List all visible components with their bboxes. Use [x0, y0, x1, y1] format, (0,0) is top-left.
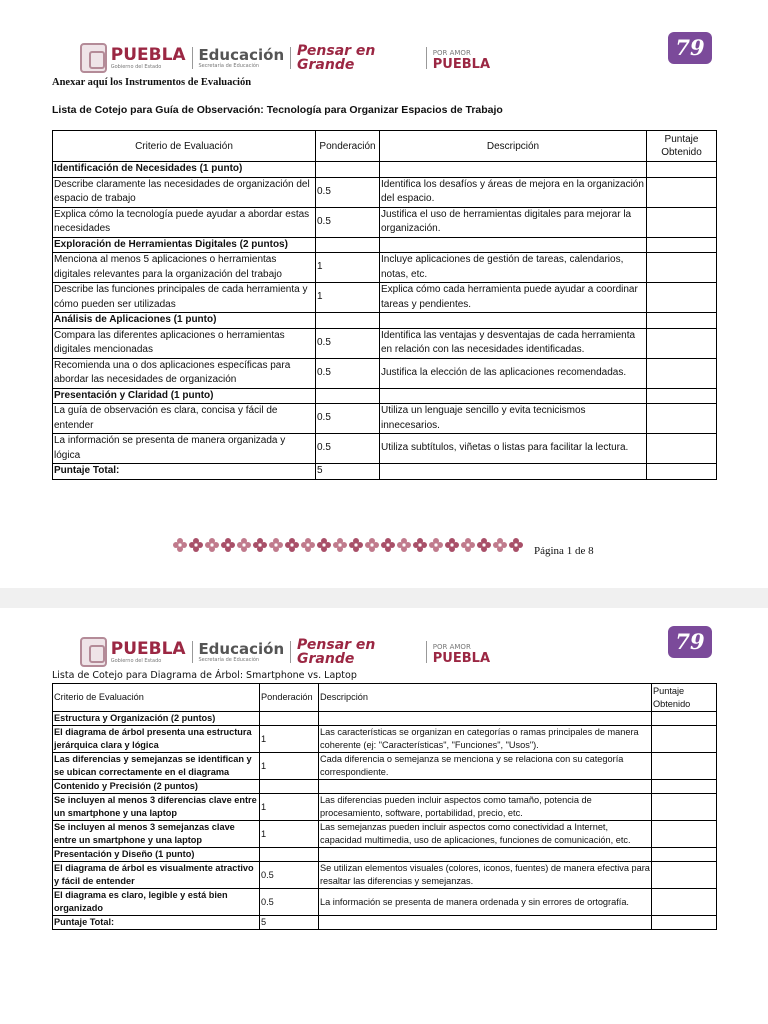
section-title: Presentación y Diseño (1 punto) [53, 848, 260, 862]
puntaje-cell [652, 821, 717, 848]
list-title: Lista de Cotejo para Guía de Observación: Tecnología para Organizar Espacios de Trabajo [52, 104, 503, 116]
ponderacion-cell: 1 [260, 726, 319, 753]
ponderacion-cell: 0.5 [316, 328, 380, 358]
ponderacion-cell: 1 [260, 794, 319, 821]
empty-cell [316, 237, 380, 253]
empty-cell [380, 162, 647, 178]
total-label: Puntaje Total: [53, 464, 316, 480]
section-title: Análisis de Aplicaciones (1 punto) [53, 313, 316, 329]
puntaje-cell [652, 862, 717, 889]
section-title: Identificación de Necesidades (1 punto) [53, 162, 316, 178]
total-value: 5 [260, 916, 319, 930]
descripcion-cell: Utiliza un lenguaje sencillo y evita tecnicismos innecesarios. [380, 404, 647, 434]
table-row [53, 862, 717, 889]
empty-cell [652, 780, 717, 794]
table-row [53, 253, 717, 283]
logo-divider [426, 47, 427, 69]
total-label: Puntaje Total: [53, 916, 260, 930]
empty-cell [319, 848, 652, 862]
total-row [53, 916, 717, 930]
header-logos [80, 40, 490, 76]
descripcion-cell: Las semejanzas pueden incluir aspectos como conectividad a Internet, capacidad multimedia, uso de aplicaciones, funciones de comunicación, etc. [319, 821, 652, 848]
page-number: Página 1 de 8 [534, 545, 594, 557]
empty-cell [652, 916, 717, 930]
puntaje-cell [647, 283, 717, 313]
ornament-flower-icon [429, 538, 443, 552]
puntaje-cell [647, 434, 717, 464]
ponderacion-cell: 1 [260, 821, 319, 848]
ornament-flower-icon [509, 538, 523, 552]
ornament-flower-icon [333, 538, 347, 552]
puntaje-cell [652, 753, 717, 780]
criterio-cell: La información se presenta de manera organizada y lógica [53, 434, 316, 464]
empty-cell [647, 162, 717, 178]
table-row [53, 207, 717, 237]
ponderacion-cell: 0.5 [260, 889, 319, 916]
table-row [53, 328, 717, 358]
checklist-table-2 [52, 683, 717, 930]
ornament-flower-icon [221, 538, 235, 552]
column-header: Descripción [380, 131, 647, 162]
ornament-flower-icon [269, 538, 283, 552]
table-row [53, 283, 717, 313]
empty-cell [647, 464, 717, 480]
ponderacion-cell: 0.5 [316, 404, 380, 434]
ornament-divider [172, 537, 529, 553]
empty-cell [652, 712, 717, 726]
ornament-flower-icon [189, 538, 203, 552]
ornament-flower-icon [445, 538, 459, 552]
criterio-cell: Describe las funciones principales de cada herramienta y cómo pueden ser utilizadas [53, 283, 316, 313]
ornament-flower-icon [173, 538, 187, 552]
logo-divider [426, 641, 427, 663]
puntaje-cell [647, 328, 717, 358]
descripcion-cell: Identifica las ventajas y desventajas de cada herramienta en relación con las necesidades identificadas. [380, 328, 647, 358]
table-header-row [53, 684, 717, 712]
column-header: Ponderación [316, 131, 380, 162]
column-header: Descripción [319, 684, 652, 712]
criterio-cell: El diagrama es claro, legible y está bien organizado [53, 889, 260, 916]
empty-cell [316, 313, 380, 329]
empty-cell [647, 313, 717, 329]
puntaje-cell [647, 177, 717, 207]
ornament-flower-icon [237, 538, 251, 552]
ornament-flower-icon [301, 538, 315, 552]
table-row [53, 889, 717, 916]
empty-cell [380, 388, 647, 404]
logo-divider [192, 641, 193, 663]
section-title: Presentación y Claridad (1 punto) [53, 388, 316, 404]
criterio-cell: El diagrama de árbol presenta una estructura jerárquica clara y lógica [53, 726, 260, 753]
table-row [53, 358, 717, 388]
puebla-logo: PUEBLA Gobierno del Estado [110, 638, 186, 664]
criterio-cell: Explica cómo la tecnología puede ayudar a abordar estas necesidades [53, 207, 316, 237]
empty-cell [647, 388, 717, 404]
ponderacion-cell: 0.5 [260, 862, 319, 889]
criterio-cell: El diagrama de árbol es visualmente atractivo y fácil de entender [53, 862, 260, 889]
pensar-en-grande-logo: Pensar en Grande [297, 43, 376, 73]
logo-divider [290, 641, 291, 663]
column-header: Criterio de Evaluación [53, 684, 260, 712]
section-title: Estructura y Organización (2 puntos) [53, 712, 260, 726]
ponderacion-cell: 0.5 [316, 207, 380, 237]
ornament-flower-icon [365, 538, 379, 552]
ornament-flower-icon [461, 538, 475, 552]
section-row [53, 162, 717, 178]
table-row [53, 821, 717, 848]
empty-cell [380, 464, 647, 480]
ponderacion-cell: 0.5 [316, 177, 380, 207]
empty-cell [260, 780, 319, 794]
puntaje-cell [647, 207, 717, 237]
table-row [53, 753, 717, 780]
column-header: Puntaje Obtenido [652, 684, 717, 712]
empty-cell [319, 780, 652, 794]
table-row [53, 794, 717, 821]
descripcion-cell: Las diferencias pueden incluir aspectos como tamaño, potencia de procesamiento, software, portabilidad, precio, etc. [319, 794, 652, 821]
empty-cell [260, 848, 319, 862]
checklist-table-1 [52, 130, 717, 480]
empty-cell [260, 712, 319, 726]
empty-cell [319, 916, 652, 930]
document-page-2 [0, 608, 768, 1024]
section-row [53, 848, 717, 862]
puntaje-cell [652, 889, 717, 916]
grade-logo: 79 [668, 32, 712, 64]
por-amor-puebla-logo: POR AMOR PUEBLA [432, 49, 490, 72]
table-row [53, 177, 717, 207]
ornament-flower-icon [285, 538, 299, 552]
empty-cell [647, 237, 717, 253]
table-row [53, 434, 717, 464]
puntaje-cell [652, 794, 717, 821]
descripcion-cell: Explica cómo cada herramienta puede ayudar a coordinar tareas y pendientes. [380, 283, 647, 313]
empty-cell [319, 712, 652, 726]
ornament-flower-icon [477, 538, 491, 552]
descripcion-cell: Justifica la elección de las aplicaciones recomendadas. [380, 358, 647, 388]
criterio-cell: La guía de observación es clara, concisa y fácil de entender [53, 404, 316, 434]
empty-cell [316, 388, 380, 404]
educacion-logo: Educación Secretaría de Educación [198, 45, 285, 69]
state-seal-icon [80, 43, 107, 73]
section-row [53, 780, 717, 794]
section-title: Exploración de Herramientas Digitales (2 puntos) [53, 237, 316, 253]
section-row [53, 313, 717, 329]
section-row [53, 237, 717, 253]
descripcion-cell: La información se presenta de manera ordenada y sin errores de ortografía. [319, 889, 652, 916]
ornament-flower-icon [397, 538, 411, 552]
descripcion-cell: Cada diferencia o semejanza se menciona y se relaciona con su categoría correspondiente. [319, 753, 652, 780]
ornament-flower-icon [381, 538, 395, 552]
ornament-flower-icon [413, 538, 427, 552]
empty-cell [380, 237, 647, 253]
descripcion-cell: Se utilizan elementos visuales (colores, iconos, fuentes) de manera efectiva para resaltar las diferencias y semejanzas. [319, 862, 652, 889]
ornament-flower-icon [205, 538, 219, 552]
table-row [53, 404, 717, 434]
column-header: Puntaje Obtenido [647, 131, 717, 162]
educacion-logo: Educación Secretaría de Educación [198, 639, 285, 663]
por-amor-puebla-logo: POR AMOR PUEBLA [432, 643, 490, 666]
criterio-cell: Se incluyen al menos 3 semejanzas clave entre un smartphone y una laptop [53, 821, 260, 848]
total-row [53, 464, 717, 480]
criterio-cell: Menciona al menos 5 aplicaciones o herramientas digitales relevantes para la organización del trabajo [53, 253, 316, 283]
logo-divider [290, 47, 291, 69]
ponderacion-cell: 0.5 [316, 434, 380, 464]
descripcion-cell: Incluye aplicaciones de gestión de tareas, calendarios, notas, etc. [380, 253, 647, 283]
list-title: Lista de Cotejo para Diagrama de Árbol: Smartphone vs. Laptop [52, 670, 357, 681]
puntaje-cell [647, 253, 717, 283]
table-header-row [53, 131, 717, 162]
ornament-flower-icon [349, 538, 363, 552]
descripcion-cell: Justifica el uso de herramientas digitales para mejorar la organización. [380, 207, 647, 237]
empty-cell [316, 162, 380, 178]
column-header: Ponderación [260, 684, 319, 712]
ponderacion-cell: 1 [316, 253, 380, 283]
section-title: Contenido y Precisión (2 puntos) [53, 780, 260, 794]
descripcion-cell: Utiliza subtítulos, viñetas o listas para facilitar la lectura. [380, 434, 647, 464]
criterio-cell: Describe claramente las necesidades de organización del espacio de trabajo [53, 177, 316, 207]
puebla-logo: PUEBLA Gobierno del Estado [110, 44, 186, 70]
header-logos [80, 634, 490, 670]
grade-logo: 79 [668, 626, 712, 658]
section-row [53, 388, 717, 404]
descripcion-cell: Identifica los desafíos y áreas de mejora en la organización del espacio. [380, 177, 647, 207]
ornament-flower-icon [317, 538, 331, 552]
column-header: Criterio de Evaluación [53, 131, 316, 162]
table-row [53, 726, 717, 753]
empty-cell [652, 848, 717, 862]
ornament-flower-icon [253, 538, 267, 552]
pensar-en-grande-logo: Pensar en Grande [297, 637, 376, 667]
ponderacion-cell: 1 [260, 753, 319, 780]
descripcion-cell: Las características se organizan en categorías o ramas principales de manera coherente (ej: "Características", "Funciones", "Usos"). [319, 726, 652, 753]
annex-title: Anexar aquí los Instrumentos de Evaluación [52, 77, 252, 88]
total-value: 5 [316, 464, 380, 480]
state-seal-icon [80, 637, 107, 667]
section-row [53, 712, 717, 726]
criterio-cell: Recomienda una o dos aplicaciones específicas para abordar las necesidades de organización [53, 358, 316, 388]
ornament-flower-icon [493, 538, 507, 552]
empty-cell [380, 313, 647, 329]
criterio-cell: Las diferencias y semejanzas se identifican y se ubican correctamente en el diagrama [53, 753, 260, 780]
criterio-cell: Compara las diferentes aplicaciones o herramientas digitales mencionadas [53, 328, 316, 358]
ponderacion-cell: 1 [316, 283, 380, 313]
puntaje-cell [652, 726, 717, 753]
logo-divider [192, 47, 193, 69]
puntaje-cell [647, 358, 717, 388]
ponderacion-cell: 0.5 [316, 358, 380, 388]
criterio-cell: Se incluyen al menos 3 diferencias clave entre un smartphone y una laptop [53, 794, 260, 821]
puntaje-cell [647, 404, 717, 434]
